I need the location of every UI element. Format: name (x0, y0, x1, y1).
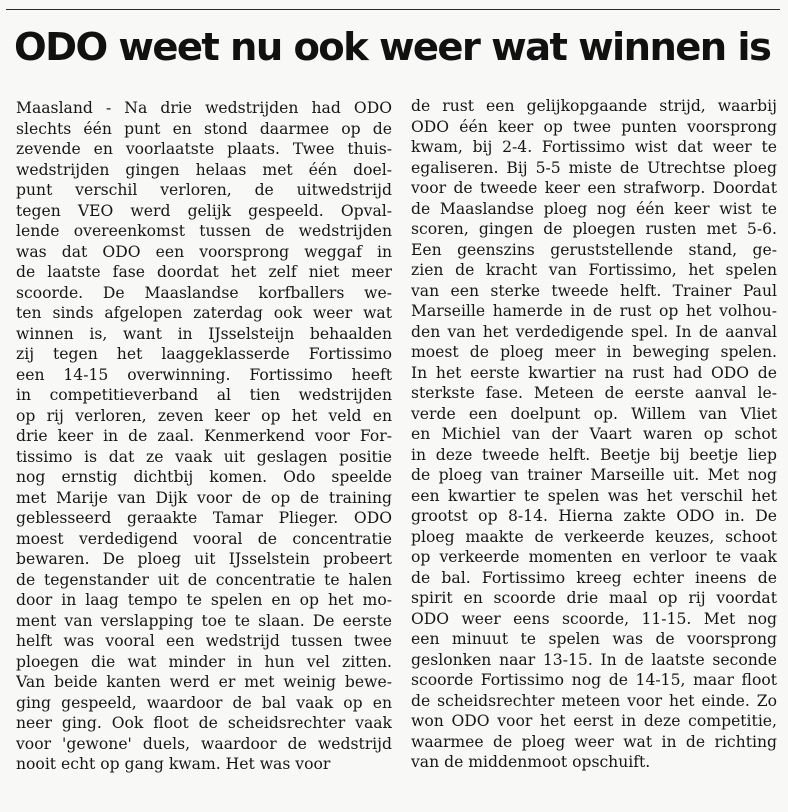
article-column-left (16, 98, 392, 775)
article-text-line: een 14-15 overwinning. Fortissimo heeft (16, 365, 392, 384)
article-text-line: van een sterke tweede helft. Trainer Paul (411, 281, 777, 300)
article-text-line: scoorde Fortissimo nog de 14-15, maar floot (411, 671, 777, 689)
article-text-line: ment van verslapping toe te slaan. De eerste (16, 611, 392, 630)
article-text-line: voor de tweede keer een strafworp. Doordat (411, 179, 777, 197)
article-text-line: de bal. Fortissimo kreeg echter ineens de (411, 568, 777, 587)
article-text-line: moest verdedigend vooral de concentratie (16, 529, 392, 548)
article-text-line: in deze tweede helft. Beetje bij beetje liep (411, 445, 777, 464)
top-rule (6, 9, 780, 10)
article-text-line: de laatste fase doordat het zelf niet meer (16, 263, 392, 281)
article-text-line: kwam, bij 2-4. Fortissimo wist dat weer te (411, 138, 777, 156)
article-text-line: voor 'gewone' duels, waardoor de wedstrijd (16, 734, 392, 753)
article-text-line: nog ernstig dichtbij komen. Odo speelde (16, 468, 392, 486)
article-text-line: de scheidsrechter meteen voor het einde. Zo (411, 691, 777, 710)
article-text-line: met Marije van Dijk voor de op de training (16, 488, 392, 507)
article-text-line: zevende en voorlaatste plaats. Twee thuis- (16, 140, 392, 158)
article-text-line: ploegen die wat minder in hun vel zitten. (16, 652, 392, 671)
article-text-line: slechts één punt en stond daarmee op de (16, 119, 392, 138)
article-text-line: de Maaslandse ploeg nog één keer wist te (411, 199, 777, 218)
article-text-line: neer ging. Ook floot de scheidsrechter vaak (16, 714, 392, 732)
article-text-line: ODO weer eens scoorde, 11-15. Met nog (411, 609, 777, 628)
article-text-line: ploeg maakte de verkeerde keuzes, schoot (411, 527, 777, 546)
article-text-line: door in laag tempo te spelen en op het mo- (16, 591, 392, 609)
article-text-line: bewaren. De ploeg uit IJsselstein probeert (16, 550, 392, 568)
article-headline: ODO weet nu ook weer wat winnen is (14, 25, 771, 70)
article-text-line: punt verschil verloren, de uitwedstrijd (16, 181, 392, 199)
article-text-line: in competitieverband al tien wedstrijden (16, 386, 392, 404)
article-text-line: ODO één keer op twee punten voorsprong (411, 117, 777, 136)
article-text-line: den van het verdedigende spel. In de aanval (411, 322, 777, 341)
article-text-line: won ODO voor het eerst in deze competitie, (411, 712, 777, 730)
article-text-line: lende overeenkomst tussen de wedstrijden (16, 222, 392, 240)
article-text-line: geslonken naar 13-15. In de laatste seconde (411, 650, 777, 669)
article-text-line: verde een doelpunt op. Willem van Vliet (411, 404, 777, 423)
article-text-line: de tegenstander uit de concentratie te halen (16, 570, 392, 589)
article-text-line: tegen VEO werd gelijk gespeeld. Opval- (16, 201, 392, 220)
article-text-line: geblesseerd geraakte Tamar Plieger. ODO (16, 509, 392, 527)
article-text-line: Marseille hamerde in de rust op het volhou- (411, 302, 777, 320)
article-text-line: was dat ODO een voorsprong weggaf in (16, 242, 392, 261)
article-text-line: zien de kracht van Fortissimo, het spelen (411, 261, 777, 279)
article-text-line: een kwartier te spelen was het verschil het (411, 486, 777, 505)
article-text-line: een minuut te spelen was de voorsprong (411, 630, 777, 648)
article-text-line: sterkste fase. Meteen de eerste aanval le- (411, 384, 777, 402)
article-text-line: ging gespeeld, waardoor de bal vaak op en (16, 693, 392, 712)
article-text-line: Maasland - Na drie wedstrijden had ODO (16, 99, 392, 117)
article-text-line: waarmee de ploeg weer wat in de richting (411, 732, 777, 751)
article-text-line: zij tegen het laaggeklasserde Fortissimo (16, 345, 392, 363)
article-text-line: spirit en scoorde drie maal op rij voordat (411, 589, 777, 607)
article-text-line: moest de ploeg meer in beweging spelen. (411, 343, 777, 361)
article-column-right (411, 96, 777, 773)
article-text-line: op rij verloren, zeven keer op het veld en (16, 406, 392, 425)
article-text-line: scoorde. De Maaslandse korfballers we- (16, 283, 392, 302)
article-text-line: Van beide kanten werd er met weinig bewe- (16, 673, 392, 691)
article-text-line: Een geenszins geruststellende stand, ge- (411, 240, 777, 259)
article-text-line: grootst op 8-14. Hierna zakte ODO in. De (411, 507, 777, 525)
article-text-line: egaliseren. Bij 5-5 miste de Utrechtse ploeg (411, 158, 777, 177)
article-text-line: drie keer in de zaal. Kenmerkend voor For- (16, 427, 392, 445)
article-text-line: op verkeerde momenten en verloor te vaak (411, 548, 777, 566)
article-text-line: de ploeg van trainer Marseille uit. Met nog (411, 466, 777, 484)
article-text-line: scoren, gingen de ploegen rusten met 5-6. (411, 220, 777, 238)
article-text-line: de rust een gelijkopgaande strijd, waarbij (411, 97, 777, 115)
article-text-line: ten sinds afgelopen zaterdag ook weer wat (16, 304, 392, 322)
article-text-line: helft was vooral een wedstrijd tussen twee (16, 632, 392, 650)
article-text-line: tissimo is dat ze vaak uit geslagen positie (16, 447, 392, 466)
article-text-line: wedstrijden gingen helaas met één doel- (16, 160, 392, 179)
article-text-line: van de middenmoot opschuift. (411, 753, 651, 771)
article-text-line: en Michiel van der Vaart waren op schot (411, 425, 777, 443)
article-text-line: In het eerste kwartier na rust had ODO de (411, 363, 777, 382)
article-text-line: nooit echt op gang kwam. Het was voor (16, 755, 331, 773)
article-text-line: winnen is, want in IJsselsteijn behaalden (16, 324, 392, 343)
